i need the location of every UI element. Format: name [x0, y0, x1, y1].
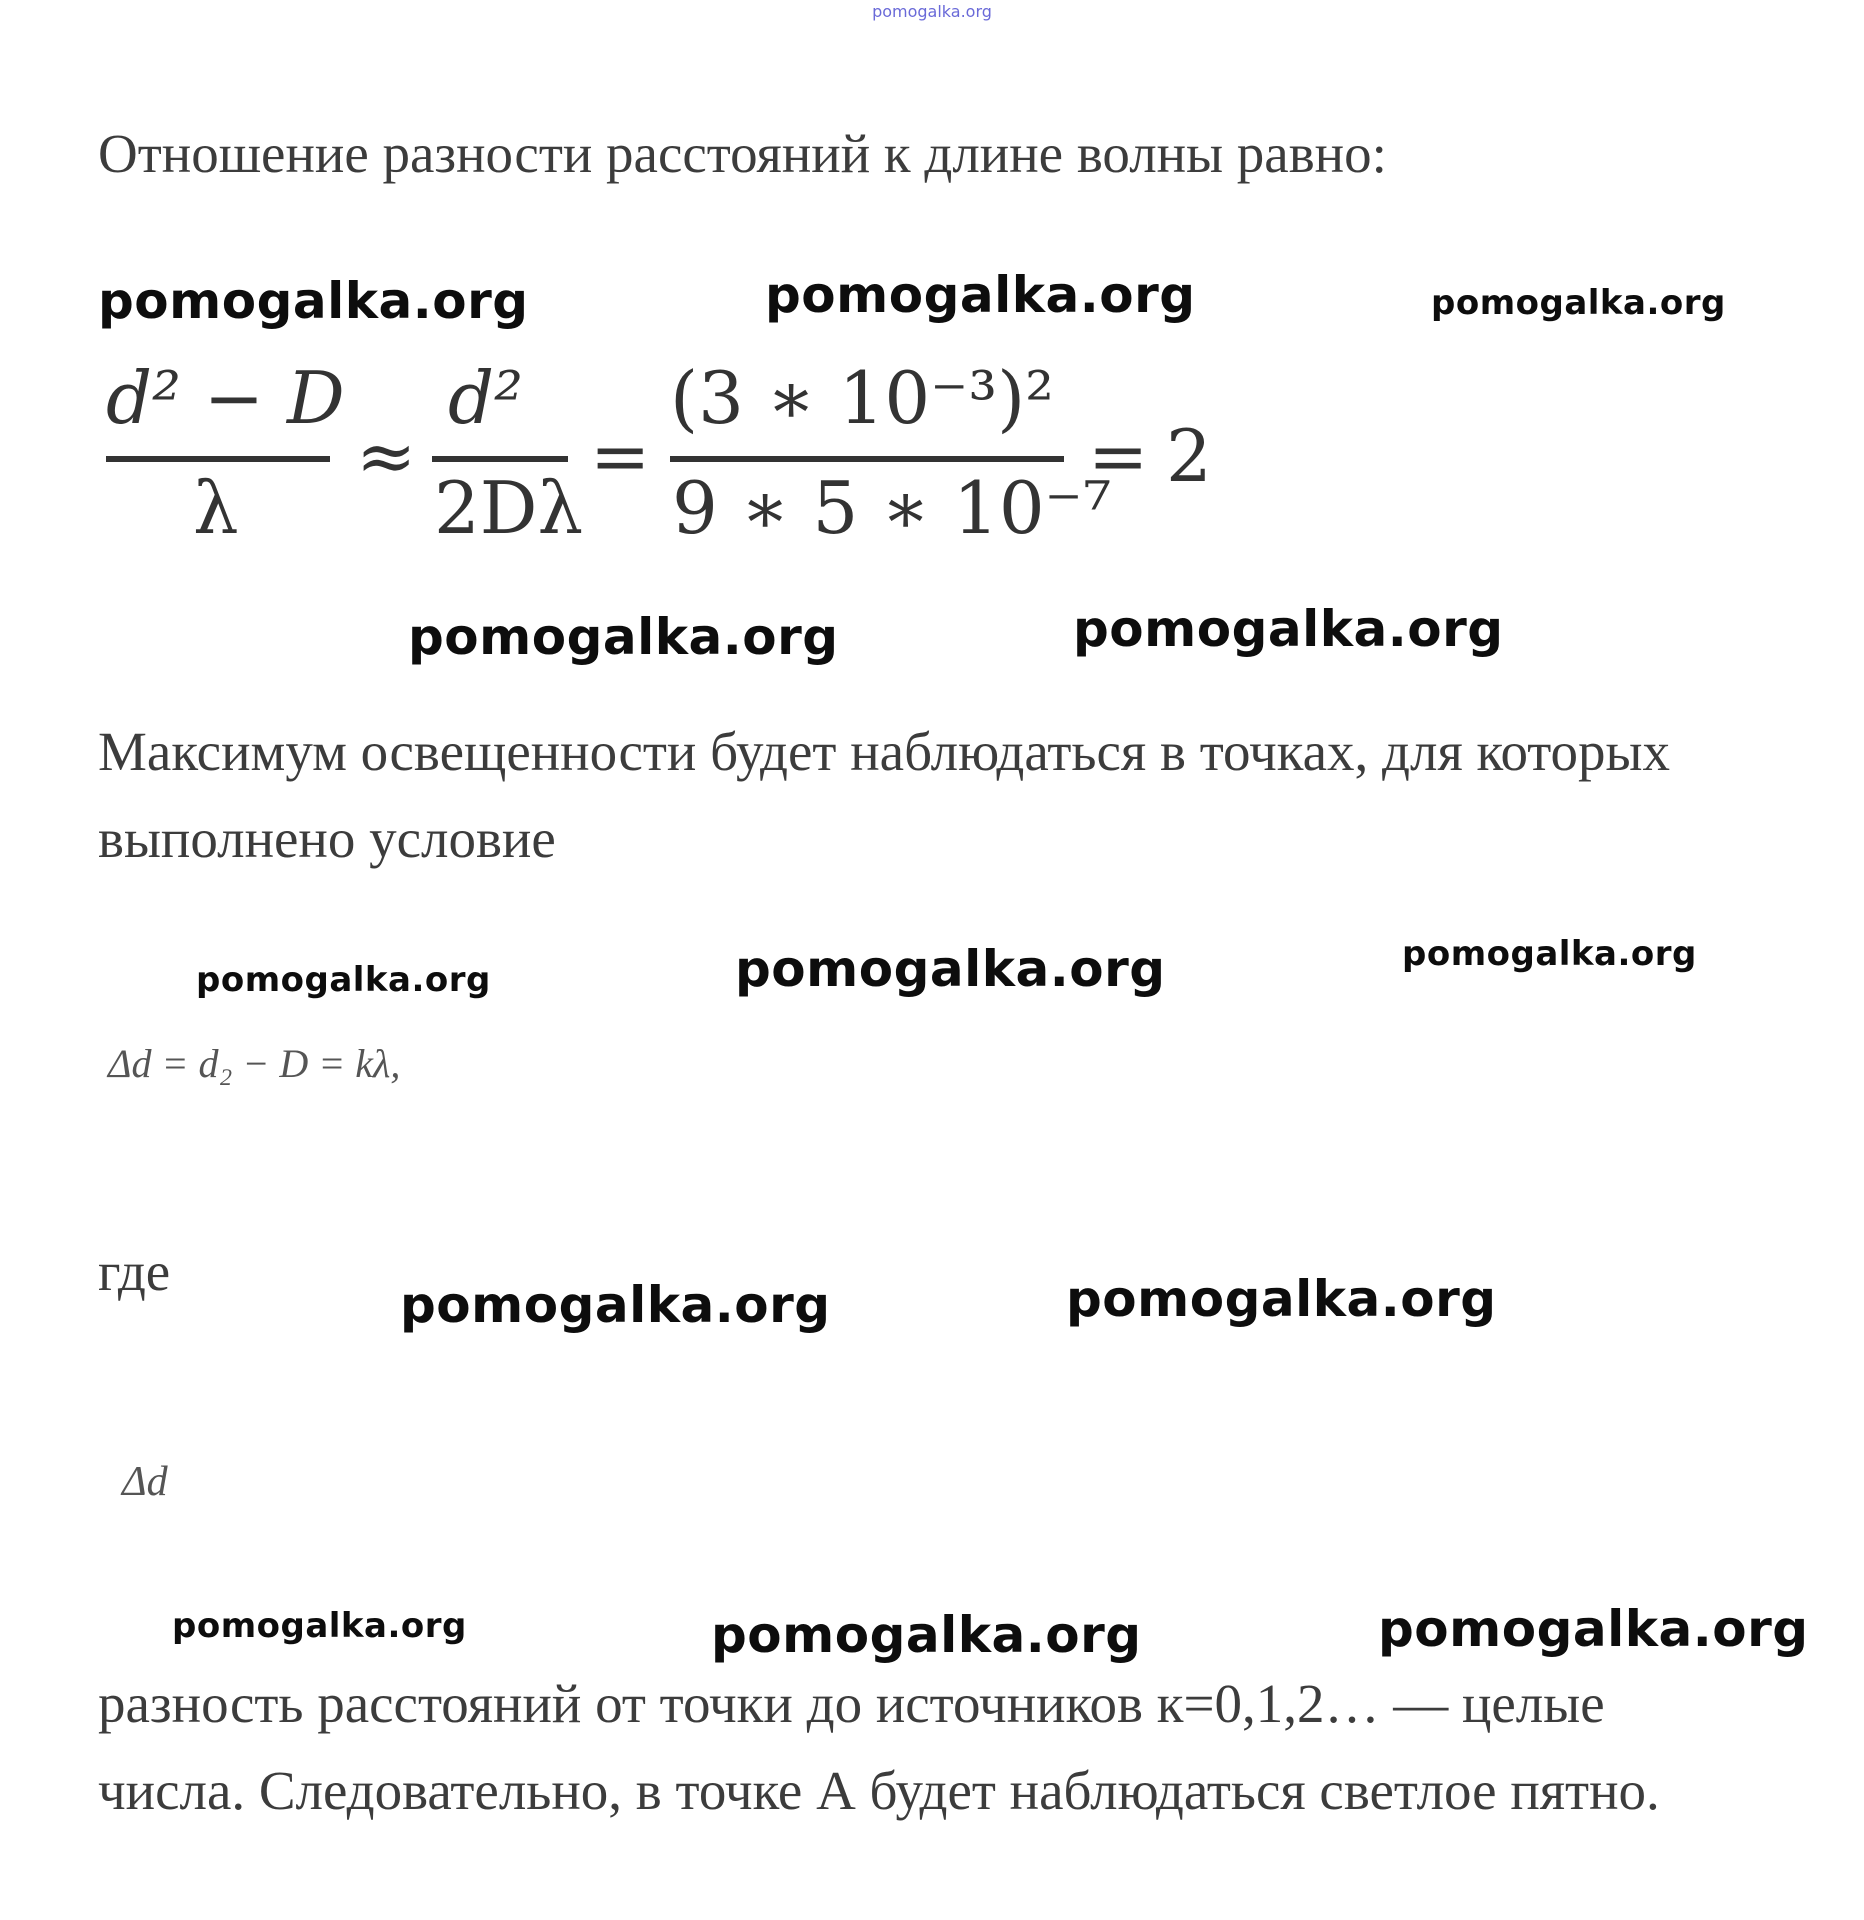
rhs-numerator: (3 ∗ 10⁻³)² [670, 356, 1055, 440]
main-equation [98, 355, 1218, 545]
watermark: pomogalka.org [1402, 934, 1697, 974]
watermark: pomogalka.org [1073, 600, 1504, 658]
where-text: где [98, 1241, 171, 1302]
equals-sign: = [590, 414, 651, 498]
intro-text: Отношение разности расстояний к длине волны равно: [98, 123, 1387, 184]
mid-numerator: d² [448, 356, 523, 440]
conclusion-text-line2: числа. Следовательно, в точке А будет наблюдаться светлое пятно. [98, 1760, 1660, 1821]
main-equation-graphic [98, 355, 1218, 545]
watermark: pomogalka.org [711, 1606, 1142, 1664]
watermark: pomogalka.org [172, 1606, 467, 1646]
equals-sign: = [1088, 414, 1149, 498]
watermark: pomogalka.org [735, 940, 1166, 998]
watermark: pomogalka.org [408, 608, 839, 666]
site-header-mark: pomogalka.org [872, 2, 992, 21]
result-value: 2 [1166, 414, 1212, 498]
rhs-denominator: 9 ∗ 5 ∗ 10⁻⁷ [672, 466, 1112, 545]
condition-text-line1: Максимум освещенности будет наблюдаться в точках, для которых [98, 721, 1670, 782]
lhs-denominator: λ [193, 466, 239, 545]
lhs-numerator: d² − D [106, 356, 345, 440]
watermark: pomogalka.org [765, 266, 1196, 324]
mid-denominator: 2Dλ [434, 466, 584, 545]
watermark: pomogalka.org [1066, 1270, 1497, 1328]
watermark: pomogalka.org [196, 960, 491, 1000]
approx-sign: ≈ [356, 414, 417, 498]
delta-d-symbol: Δd [122, 1459, 168, 1505]
condition-text-line2: выполнено условие [98, 808, 556, 869]
max-condition-formula: Δd = d₂ − D = kλ, [108, 1041, 401, 1086]
watermark: pomogalka.org [1378, 1600, 1809, 1658]
conclusion-text-line1: разность расстояний от точки до источников к=0,1,2… — целые [98, 1673, 1605, 1734]
watermark: pomogalka.org [98, 272, 529, 330]
watermark: pomogalka.org [400, 1276, 831, 1334]
watermark: pomogalka.org [1431, 283, 1726, 323]
